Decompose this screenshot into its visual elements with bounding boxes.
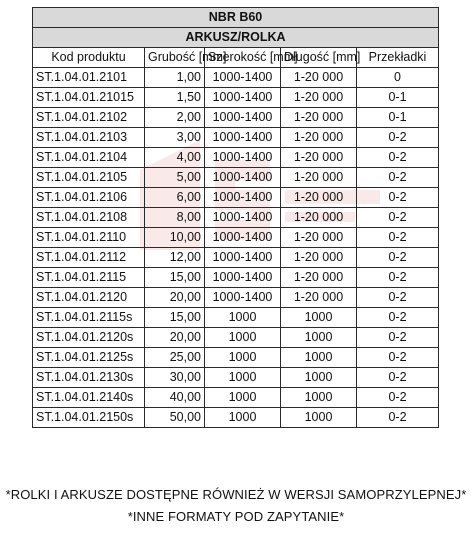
header-code: Kod produktu [33,48,145,68]
cell-width: 1000-1400 [205,68,281,88]
table-subtitle: ARKUSZ/ROLKA [33,28,439,48]
table-row [33,148,439,168]
cell-length: 1000 [281,388,357,408]
cell-length: 1-20 000 [281,148,357,168]
cell-thickness: 5,00 [145,168,205,188]
cell-width: 1000 [205,328,281,348]
cell-layers: 0-2 [357,388,439,408]
cell-thickness: 6,00 [145,188,205,208]
cell-width: 1000 [205,388,281,408]
table-row [33,108,439,128]
cell-layers: 0-2 [357,228,439,248]
cell-thickness: 20,00 [145,328,205,348]
cell-thickness: 30,00 [145,368,205,388]
footnote-other-formats: *INNE FORMATY POD ZAPYTANIE* [127,509,345,524]
cell-thickness: 3,00 [145,128,205,148]
table-subtitle-row [33,28,439,48]
cell-layers: 0-2 [357,128,439,148]
cell-length: 1-20 000 [281,108,357,128]
cell-length: 1-20 000 [281,188,357,208]
cell-code: ST.1.04.01.2120 [33,288,145,308]
cell-code: ST.1.04.01.2108 [33,208,145,228]
cell-code: ST.1.04.01.2101 [33,68,145,88]
cell-thickness: 10,00 [145,228,205,248]
table-row [33,388,439,408]
cell-width: 1000 [205,308,281,328]
cell-width: 1000-1400 [205,208,281,228]
table-row [33,408,439,428]
cell-length: 1-20 000 [281,288,357,308]
cell-code: ST.1.04.01.2115 [33,268,145,288]
table-row [33,168,439,188]
cell-length: 1-20 000 [281,128,357,148]
cell-code: ST.1.04.01.21015 [33,88,145,108]
cell-thickness: 2,00 [145,108,205,128]
cell-layers: 0-1 [357,88,439,108]
cell-width: 1000-1400 [205,188,281,208]
cell-layers: 0-2 [357,208,439,228]
cell-code: ST.1.04.01.2110 [33,228,145,248]
cell-layers: 0-2 [357,148,439,168]
table-row [33,68,439,88]
cell-code: ST.1.04.01.2140s [33,388,145,408]
cell-code: ST.1.04.01.2130s [33,368,145,388]
cell-code: ST.1.04.01.2105 [33,168,145,188]
cell-width: 1000-1400 [205,148,281,168]
table-row [33,348,439,368]
cell-length: 1-20 000 [281,208,357,228]
cell-thickness: 8,00 [145,208,205,228]
header-length: Długość [mm] [281,48,357,68]
header-thickness: Grubość [mm] [145,48,205,68]
cell-length: 1000 [281,368,357,388]
cell-thickness: 4,00 [145,148,205,168]
cell-layers: 0-2 [357,268,439,288]
table-row [33,288,439,308]
cell-thickness: 50,00 [145,408,205,428]
cell-length: 1-20 000 [281,168,357,188]
table-row [33,228,439,248]
cell-length: 1-20 000 [281,88,357,108]
cell-layers: 0 [357,68,439,88]
cell-width: 1000 [205,368,281,388]
footnote-self-adhesive: *ROLKI I ARKUSZE DOSTĘPNE RÓWNIEŻ W WERSJI SAMOPRZYLEPNEJ* [5,487,467,502]
cell-code: ST.1.04.01.2150s [33,408,145,428]
cell-length: 1-20 000 [281,248,357,268]
table-row [33,248,439,268]
table-row [33,208,439,228]
product-spec-table [32,7,439,428]
cell-width: 1000-1400 [205,268,281,288]
cell-thickness: 20,00 [145,288,205,308]
cell-layers: 0-2 [357,188,439,208]
cell-thickness: 1,50 [145,88,205,108]
cell-code: ST.1.04.01.2106 [33,188,145,208]
cell-layers: 0-1 [357,108,439,128]
table-body [33,68,439,428]
table-row [33,188,439,208]
table-row [33,308,439,328]
cell-code: ST.1.04.01.2120s [33,328,145,348]
cell-width: 1000 [205,348,281,368]
cell-code: ST.1.04.01.2102 [33,108,145,128]
cell-thickness: 25,00 [145,348,205,368]
cell-length: 1000 [281,328,357,348]
cell-code: ST.1.04.01.2112 [33,248,145,268]
cell-layers: 0-2 [357,328,439,348]
table-title: NBR B60 [33,8,439,28]
cell-thickness: 1,00 [145,68,205,88]
cell-layers: 0-2 [357,288,439,308]
cell-thickness: 40,00 [145,388,205,408]
cell-layers: 0-2 [357,368,439,388]
cell-code: ST.1.04.01.2115s [33,308,145,328]
table-row [33,328,439,348]
cell-width: 1000-1400 [205,128,281,148]
table-header-row [33,48,439,68]
cell-width: 1000 [205,408,281,428]
cell-length: 1000 [281,408,357,428]
cell-layers: 0-2 [357,348,439,368]
cell-length: 1000 [281,308,357,328]
cell-thickness: 12,00 [145,248,205,268]
cell-layers: 0-2 [357,248,439,268]
footnotes [0,484,472,528]
cell-code: ST.1.04.01.2103 [33,128,145,148]
header-width: Szerokość [mm] [205,48,281,68]
cell-width: 1000-1400 [205,108,281,128]
cell-length: 1-20 000 [281,268,357,288]
cell-code: ST.1.04.01.2104 [33,148,145,168]
table-row [33,368,439,388]
cell-length: 1-20 000 [281,68,357,88]
cell-layers: 0-2 [357,408,439,428]
cell-layers: 0-2 [357,168,439,188]
cell-width: 1000-1400 [205,248,281,268]
header-layers: Przekładki [357,48,439,68]
cell-thickness: 15,00 [145,308,205,328]
cell-length: 1-20 000 [281,228,357,248]
cell-layers: 0-2 [357,308,439,328]
table-row [33,128,439,148]
table-title-row [33,8,439,28]
table-row [33,268,439,288]
cell-code: ST.1.04.01.2125s [33,348,145,368]
cell-width: 1000-1400 [205,288,281,308]
cell-length: 1000 [281,348,357,368]
cell-width: 1000-1400 [205,228,281,248]
cell-thickness: 15,00 [145,268,205,288]
table-row [33,88,439,108]
cell-width: 1000-1400 [205,88,281,108]
cell-width: 1000-1400 [205,168,281,188]
